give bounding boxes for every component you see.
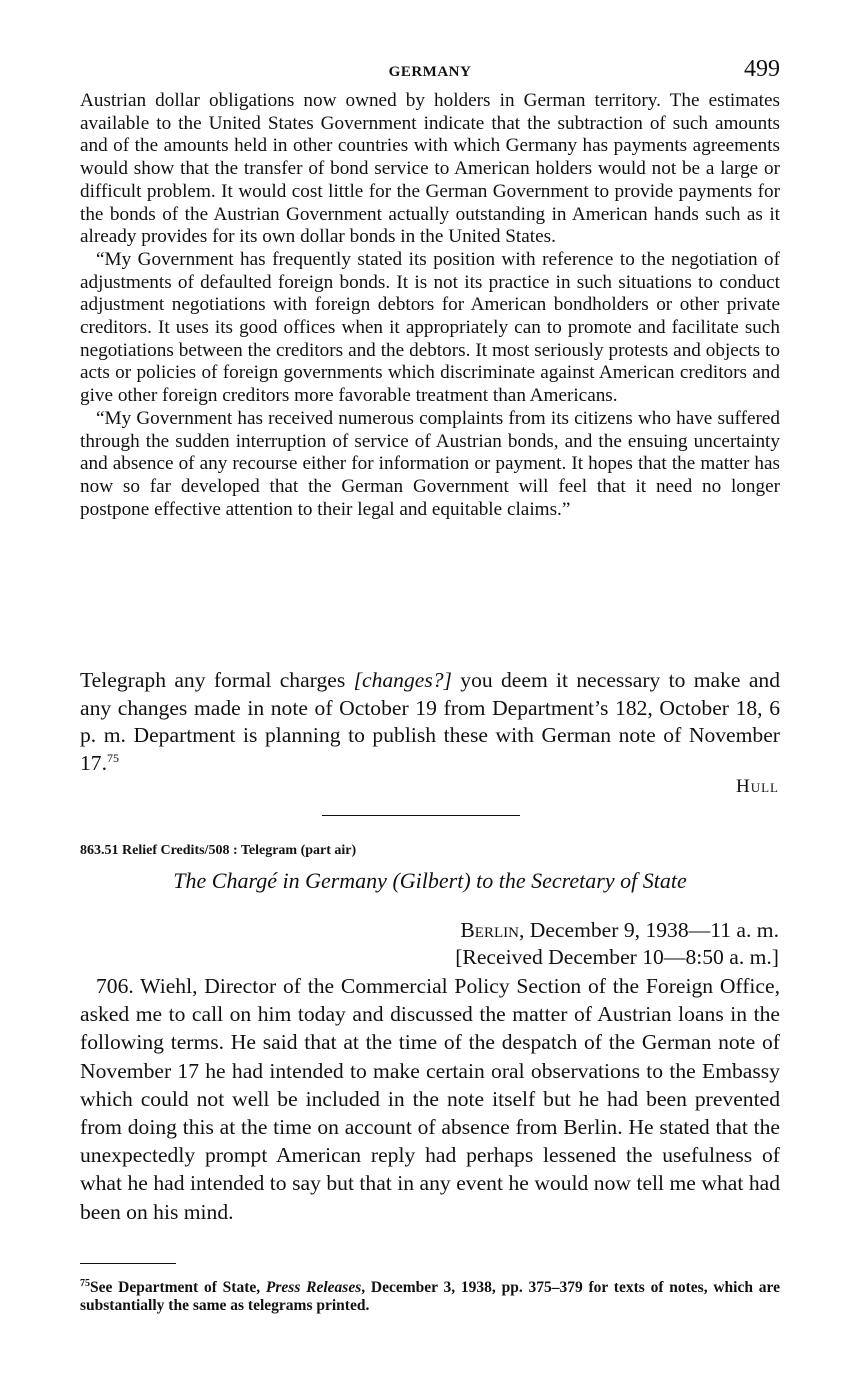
page-number: 499 [744,56,780,82]
telegraph-text-start: Telegraph any formal charges [80,668,354,692]
footnote-publication: Press Releases [265,1279,362,1297]
quote-paragraph-1: Austrian dollar obligations now owned by holders in German territory. The estimates available to the United States Government indicate that the subtraction of such amounts and of the amounts held in other countries with which Germany has payments agreements would show that the transfer of bond service to American holders would not be a large or difficult problem. It would cost little for the German Government to provide payments for the bonds of the Austrian Government actually outstanding in American hands such as it already provides for its own dollar bonds in the United States. [80,90,780,248]
footnote-number: 75 [80,1278,90,1289]
dateline-place: Berlin [460,918,519,942]
telegraph-text-end: you deem it necessary to make and any changes made in note of October 19 from Department’s 182, October 18, 6 p. m. Department is planning to publish these with German note of November 17. [80,668,780,775]
quote-paragraph-3: “My Government has received numerous complaints from its citizens who have suffered through the sudden interruption of service of Austrian bonds, and the ensuing uncertainty and absence of any recourse either for information or payment. It hopes that the matter has now so far developed that the German Government will feel that it need no longer postpone effective attention to their legal and equitable claims.” [80,407,780,520]
document-title: The Chargé in Germany (Gilbert) to the Secretary of State [173,868,687,893]
telegraph-instruction [80,667,780,777]
footnote [80,1275,780,1315]
file-reference: 863.51 Relief Credits/508 : Telegram (part air) [80,843,357,858]
footnote-reference: 75 [107,750,119,765]
footnote-text-start: See Department of State, [90,1279,266,1297]
bracket-note: [changes?] [353,668,452,692]
footnote-text-end: , December 3, 1938, pp. 375–379 for texts of notes, which are substantially the same as telegrams printed. [80,1279,780,1315]
received-line: [Received December 10—8:50 a. m.] [455,945,779,969]
section-divider [322,815,520,816]
quoted-note [80,90,780,521]
signature: Hull [736,776,779,797]
quote-paragraph-2: “My Government has frequently stated its position with reference to the negotiation of adjustments of defaulted foreign bonds. It is not its practice in such situations to conduct adjustment negotiations with foreign debtors for American bondholders or other private creditors. It uses its good offices when it appropriately can to promote and facilitate such negotiations between the creditors and the debtors. It most seriously protests and objects to acts or policies of foreign governments which discriminate against American creditors and give other foreign creditors more favorable treatment than Americans. [80,248,780,407]
telegram-body: 706. Wiehl, Director of the Commercial Policy Section of the Foreign Office, asked me to call on him today and discussed the matter of Austrian loans in the following terms. He said that at the time of the despatch of the German note of November 17 he had intended to make certain oral observations to the Embassy which could not well be included in the note itself but he had been prevented from doing this at the time on account of absence from Berlin. He stated that the unexpectedly prompt American reply had perhaps lessened the usefulness of what he had intended to say but that in any event he would now tell me what had been on his mind. [80,974,780,1224]
footnote-divider [80,1263,176,1264]
running-title: GERMANY [388,64,472,80]
page-header [80,56,780,90]
dateline-date: , December 9, 1938—11 a. m. [518,918,779,942]
dateline [460,918,779,943]
